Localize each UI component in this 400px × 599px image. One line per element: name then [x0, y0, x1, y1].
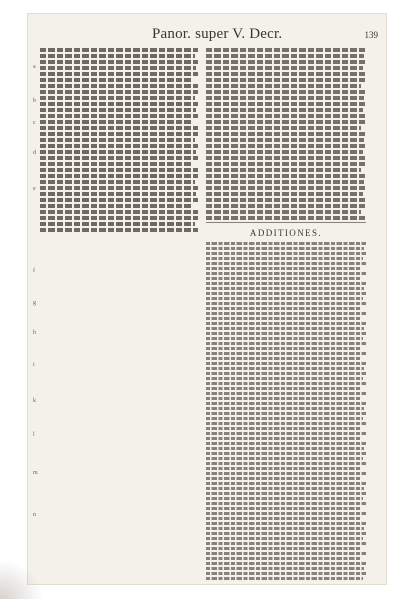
text-line — [40, 450, 198, 454]
text-line — [206, 372, 366, 375]
text-line — [206, 502, 366, 505]
text-line — [206, 422, 366, 425]
text-line — [206, 407, 364, 410]
text-line — [206, 492, 366, 495]
text-line — [40, 271, 198, 275]
text-line — [40, 369, 198, 373]
text-line — [40, 386, 193, 390]
text-line — [206, 547, 361, 550]
text-line — [206, 452, 366, 455]
text-line — [206, 287, 364, 290]
text-line — [206, 297, 363, 300]
page-number: 139 — [364, 30, 378, 40]
text-line — [40, 236, 198, 240]
text-line — [40, 259, 198, 263]
text-line — [40, 311, 198, 315]
text-line — [206, 292, 366, 295]
text-line — [40, 198, 198, 202]
text-line — [206, 417, 363, 420]
text-line — [40, 242, 196, 246]
text-line — [206, 114, 366, 118]
text-line — [40, 276, 198, 280]
text-line — [206, 192, 363, 196]
text-line — [40, 288, 198, 292]
text-line — [40, 168, 198, 172]
text-line — [40, 84, 198, 88]
text-line — [40, 90, 198, 94]
text-line — [40, 496, 195, 500]
text-line — [40, 409, 198, 413]
text-line — [206, 216, 366, 220]
text-line — [206, 487, 364, 490]
text-line — [40, 438, 198, 442]
text-line — [206, 362, 366, 365]
text-line — [206, 357, 360, 360]
text-line — [40, 108, 196, 112]
margin-letter: h — [33, 330, 36, 336]
text-line — [40, 294, 195, 298]
text-line — [206, 342, 366, 345]
text-line — [206, 462, 366, 465]
text-line — [40, 392, 198, 396]
text-line — [206, 477, 360, 480]
text-line — [40, 317, 198, 321]
margin-letter: f — [33, 268, 35, 274]
text-line — [206, 497, 363, 500]
text-line — [206, 432, 366, 435]
section-title: ADDITIONES. — [249, 228, 323, 238]
text-line — [40, 329, 198, 333]
text-line — [40, 381, 198, 385]
text-line — [40, 375, 195, 379]
text-line — [40, 174, 198, 178]
section-divider — [206, 222, 366, 223]
text-line — [206, 210, 361, 214]
margin-letter: g — [33, 300, 36, 306]
text-line — [40, 138, 195, 142]
text-line — [40, 253, 195, 257]
margin-letter: m — [33, 470, 38, 476]
text-line — [40, 180, 195, 184]
text-line — [40, 72, 198, 76]
margin-letter: k — [33, 398, 36, 404]
text-line — [206, 252, 366, 255]
text-line — [206, 186, 366, 190]
text-line — [40, 467, 193, 471]
text-line — [206, 467, 361, 470]
text-line — [206, 78, 366, 82]
left-column-text — [40, 48, 198, 234]
text-line — [40, 305, 193, 309]
text-line — [206, 307, 361, 310]
text-line — [206, 377, 363, 380]
text-line — [206, 322, 366, 325]
margin-letter: b — [33, 98, 36, 104]
text-line — [206, 382, 366, 385]
text-line — [206, 507, 361, 510]
text-line — [206, 168, 361, 172]
text-line — [206, 174, 366, 178]
text-line — [206, 522, 366, 525]
text-line — [206, 60, 366, 64]
text-line — [206, 512, 366, 515]
text-line — [206, 198, 366, 202]
text-line — [206, 427, 361, 430]
text-line — [206, 367, 364, 370]
text-line — [206, 204, 366, 208]
text-line — [206, 242, 366, 245]
text-line — [40, 162, 193, 166]
text-line — [40, 473, 198, 477]
text-line — [40, 340, 198, 344]
text-line — [206, 552, 366, 555]
text-line — [206, 267, 361, 270]
text-line — [40, 404, 196, 408]
text-line — [40, 222, 195, 226]
text-line — [206, 180, 364, 184]
text-line — [40, 300, 198, 304]
text-line — [40, 421, 198, 425]
text-line — [40, 248, 198, 252]
text-line — [206, 437, 360, 440]
text-line — [40, 132, 198, 136]
text-line — [206, 537, 363, 540]
text-line — [40, 398, 198, 402]
text-line — [40, 357, 198, 361]
text-line — [206, 102, 366, 106]
text-line — [206, 54, 364, 58]
text-line — [206, 577, 363, 580]
text-line — [40, 186, 198, 190]
text-line — [40, 427, 193, 431]
text-line — [206, 84, 361, 88]
left-column-text-lower — [40, 236, 198, 566]
text-line — [206, 72, 366, 76]
text-line — [206, 126, 361, 130]
text-line — [206, 150, 363, 154]
text-line — [40, 537, 195, 541]
text-line — [206, 162, 366, 166]
margin-letter: i — [33, 362, 35, 368]
text-line — [206, 272, 366, 275]
text-line — [206, 132, 366, 136]
text-line — [40, 192, 196, 196]
text-line — [40, 48, 198, 52]
text-line — [40, 479, 198, 483]
text-line — [40, 150, 196, 154]
text-line — [206, 457, 363, 460]
text-line — [206, 347, 361, 350]
text-line — [206, 567, 364, 570]
text-line — [206, 247, 364, 250]
text-line — [40, 114, 198, 118]
text-line — [40, 352, 198, 356]
text-line — [206, 48, 366, 52]
text-line — [206, 542, 366, 545]
text-line — [40, 334, 195, 338]
text-line — [206, 327, 364, 330]
text-line — [206, 532, 366, 535]
text-line — [40, 525, 196, 529]
text-line — [206, 442, 366, 445]
text-line — [206, 282, 366, 285]
text-line — [40, 363, 196, 367]
text-line — [206, 472, 366, 475]
text-line — [40, 120, 193, 124]
margin-letter: a — [33, 64, 36, 70]
text-line — [40, 216, 198, 220]
text-line — [206, 144, 366, 148]
text-line — [206, 412, 366, 415]
margin-letter: c — [33, 120, 36, 126]
text-line — [206, 447, 364, 450]
text-line — [40, 78, 193, 82]
text-line — [206, 96, 364, 100]
text-line — [40, 66, 196, 70]
text-line — [40, 144, 198, 148]
text-line — [40, 485, 196, 489]
additiones-text — [206, 242, 366, 582]
text-line — [40, 210, 198, 214]
text-line — [40, 508, 193, 512]
text-line — [40, 542, 198, 546]
text-line — [40, 415, 195, 419]
text-line — [206, 156, 366, 160]
margin-letter: l — [33, 432, 35, 438]
text-line — [40, 560, 198, 564]
text-line — [206, 262, 366, 265]
margin-letter: d — [33, 150, 36, 156]
text-line — [40, 96, 195, 100]
text-line — [40, 346, 193, 350]
right-column-text — [206, 48, 366, 222]
text-line — [40, 456, 195, 460]
text-line — [206, 397, 360, 400]
text-line — [206, 90, 366, 94]
text-line — [206, 108, 363, 112]
text-line — [40, 514, 198, 518]
text-line — [40, 554, 198, 558]
text-line — [206, 402, 366, 405]
text-line — [206, 277, 360, 280]
page-shadow — [0, 560, 44, 599]
text-line — [40, 102, 198, 106]
text-line — [206, 562, 366, 565]
text-line — [40, 54, 195, 58]
text-line — [40, 490, 198, 494]
text-line — [40, 323, 196, 327]
text-line — [40, 60, 198, 64]
text-line — [206, 527, 364, 530]
margin-letter: e — [33, 186, 36, 192]
text-line — [206, 317, 360, 320]
text-line — [206, 517, 360, 520]
text-line — [40, 502, 198, 506]
text-line — [40, 519, 198, 523]
margin-letter: n — [33, 512, 36, 518]
text-line — [40, 461, 198, 465]
text-line — [206, 392, 366, 395]
text-line — [206, 352, 366, 355]
text-line — [206, 120, 366, 124]
text-line — [40, 444, 196, 448]
text-line — [206, 332, 366, 335]
text-line — [206, 302, 366, 305]
text-line — [40, 531, 198, 535]
text-line — [206, 557, 360, 560]
text-line — [40, 228, 198, 232]
text-line — [40, 548, 193, 552]
text-line — [206, 66, 363, 70]
running-head: Panor. super V. Decr. — [152, 26, 283, 42]
text-line — [206, 312, 366, 315]
text-line — [40, 204, 193, 208]
text-line — [206, 337, 363, 340]
text-line — [40, 282, 196, 286]
text-line — [206, 257, 363, 260]
text-line — [206, 482, 366, 485]
text-line — [206, 572, 366, 575]
text-line — [40, 126, 198, 130]
text-line — [206, 138, 364, 142]
text-line — [206, 387, 361, 390]
text-line — [40, 265, 193, 269]
text-line — [40, 433, 198, 437]
text-line — [40, 156, 198, 160]
